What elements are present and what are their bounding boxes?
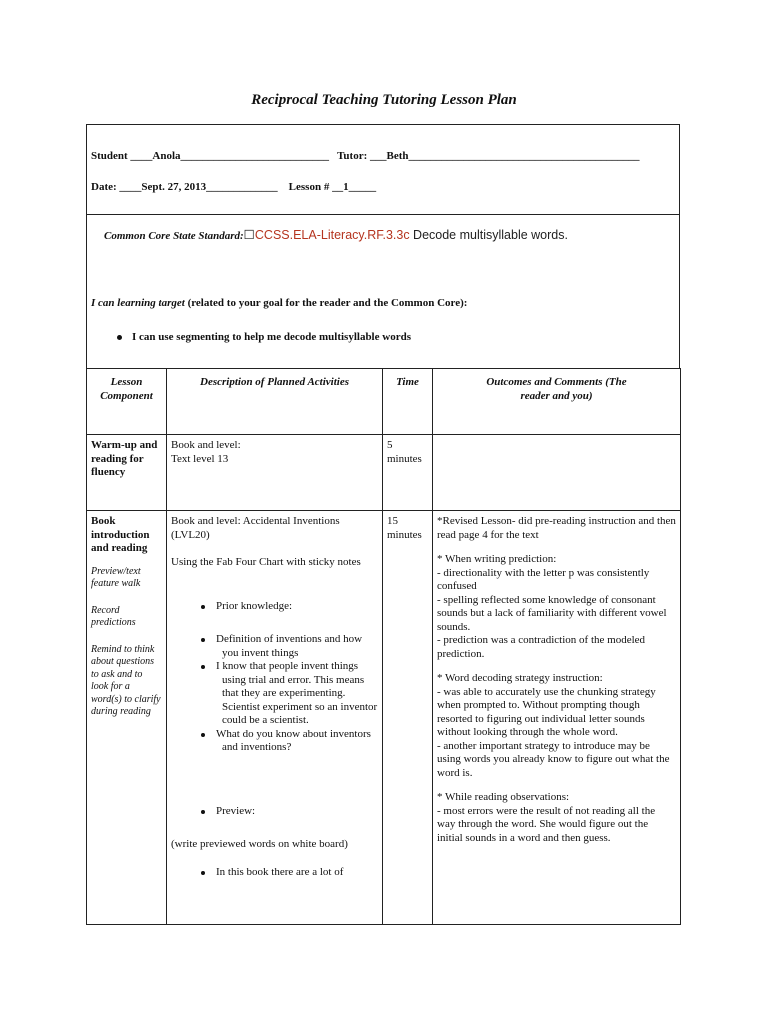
outcome-prediction-title: * When writing prediction: xyxy=(437,553,557,565)
table-row-intro xyxy=(87,511,681,925)
outcome-reading-1: - most errors were the result of not reading all the way through the word. She would figure out the initial sounds in a word and then guess. xyxy=(437,804,656,844)
outcome-prediction-1: - directionality with the letter p was consistently confused xyxy=(437,566,650,592)
standard-line xyxy=(104,227,568,242)
table-header-row xyxy=(87,369,681,435)
intro-bullets-2 xyxy=(171,633,378,755)
learning-target-line xyxy=(91,297,467,309)
intro-component-title: Book introduction and reading xyxy=(91,515,150,554)
outcome-decoding-title: * Word decoding strategy instruction: xyxy=(437,672,603,684)
learning-target-note: (related to your goal for the reader and the Common Core): xyxy=(184,297,468,309)
warmup-component: Warm-up and reading for fluency xyxy=(87,435,167,511)
warmup-activities xyxy=(167,435,383,511)
intro-sub-predictions: Record predictions xyxy=(91,604,136,628)
standard-code-link[interactable]: CCSS.ELA-Literacy.RF.3.3c xyxy=(254,228,410,242)
date-lesson-line: Date: ____Sept. 27, 2013_____________ Lesson # __1_____ xyxy=(91,181,377,193)
header-outcomes: Outcomes and Comments (The reader and you) xyxy=(433,369,681,435)
intro-sub-questions: Remind to think about questions to ask and to look for a word(s) to clarify during reading xyxy=(91,643,161,717)
header-component: Lesson Component xyxy=(87,369,167,435)
warmup-time: 5 minutes xyxy=(383,435,433,511)
outcome-reading-title: * While reading observations: xyxy=(437,791,570,803)
intro-outcomes xyxy=(433,511,681,925)
warmup-activity-2: Text level 13 xyxy=(171,452,229,465)
outcome-revised: *Revised Lesson- did pre-reading instruction and then read page 4 for the text xyxy=(437,515,676,541)
standard-label: Common Core State Standard: xyxy=(104,230,244,242)
warmup-activity-1: Book and level: xyxy=(171,439,241,451)
intro-bullets-1 xyxy=(171,600,378,614)
header-activities: Description of Planned Activities xyxy=(167,369,383,435)
outcome-decoding-1: - was able to accurately use the chunking strategy when prompted to. Without prompting though resorted to figuring out individual letter sounds without looking through the whole word. xyxy=(437,685,656,738)
student-info-box xyxy=(86,124,680,214)
standard-description: Decode multisyllable words. xyxy=(409,228,568,242)
intro-bullets-4 xyxy=(171,866,378,880)
document-title: Reciprocal Teaching Tutoring Lesson Plan xyxy=(251,92,517,108)
intro-time: 15 minutes xyxy=(383,511,433,925)
header-time: Time xyxy=(383,369,433,435)
learning-target-bullet xyxy=(117,331,411,343)
bullet-in-this-book: In this book there are a lot of xyxy=(171,866,378,880)
outcome-prediction-2: - spelling reflected some knowledge of consonant sounds but a lack of familiarity with different vowel sounds. xyxy=(437,593,667,633)
bullet-icon xyxy=(117,335,122,340)
learning-target-text: I can use segmenting to help me decode multisyllable words xyxy=(132,331,411,343)
learning-target-label: I can learning target xyxy=(91,297,185,309)
student-tutor-line: Student ____Anola___________________________ Tutor: ___Beth__________________________________________ xyxy=(91,150,640,162)
checkbox-glyph: ☐ xyxy=(243,228,255,242)
intro-activity-write: (write previewed words on white board) xyxy=(171,838,348,850)
bullet-preview: Preview: xyxy=(171,805,378,819)
intro-activity-chart: Using the Fab Four Chart with sticky notes xyxy=(171,556,361,568)
bullet-definition: Definition of inventions and how you invent things xyxy=(171,633,378,660)
table-row-warmup xyxy=(87,435,681,511)
intro-bullets-3 xyxy=(171,805,378,819)
bullet-prior-knowledge: Prior knowledge: xyxy=(171,600,378,614)
intro-activities xyxy=(167,511,383,925)
bullet-i-know: I know that people invent things using trial and error. This means that they are experimenting. Scientist experiment so an inventor could be a scientist. xyxy=(171,660,378,728)
outcome-decoding-2: - another important strategy to introduce may be using words you already know to figure out what the word is. xyxy=(437,739,670,779)
intro-activity-book: Book and level: Accidental Inventions (LVL20) xyxy=(171,515,340,541)
bullet-what-know: What do you know about inventors and inventions? xyxy=(171,728,378,755)
standard-box xyxy=(86,214,680,368)
lesson-table xyxy=(86,368,681,925)
intro-sub-preview: Preview/text feature walk xyxy=(91,565,141,589)
intro-component xyxy=(87,511,167,925)
outcome-prediction-3: - prediction was a contradiction of the modeled prediction. xyxy=(437,634,646,660)
warmup-outcomes xyxy=(433,435,681,511)
